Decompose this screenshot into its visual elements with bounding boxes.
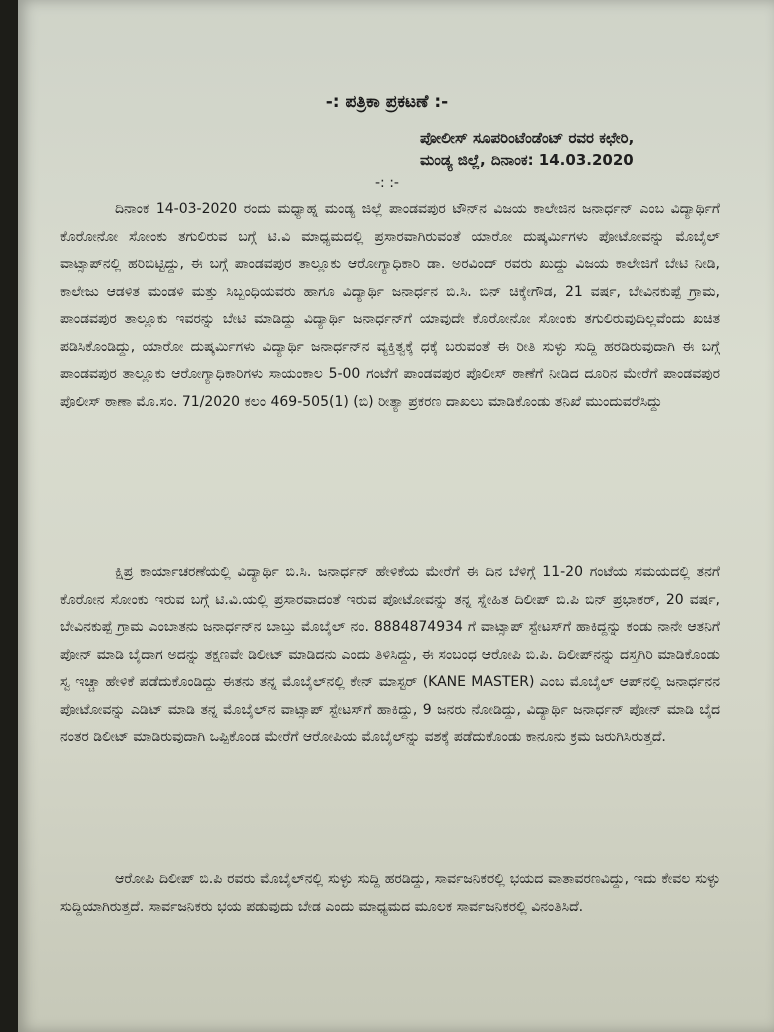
paragraph-1: ದಿನಾಂಕ 14-03-2020 ರಂದು ಮಧ್ಯಾಹ್ನ ಮಂಡ್ಯ ಜಿಲ್ಲೆ ಪಾಂಡವಪುರ ಟೌನ್‌ನ ವಿಜಯ ಕಾಲೇಜಿನ ಜನಾರ್ಧನ್ ಎಂಬ ವಿದ್ಯಾರ್ಥಿಗೆ ಕೊರೋನೋ ಸೋಂಕು ತಗುಲಿರುವ ಬಗ್ಗೆ ಟಿ.ವಿ ಮಾಧ್ಯಮದಲ್ಲಿ ಪ್ರಸಾರವಾಗಿರುವಂತೆ ಯಾರೋ ದುಷ್ಕರ್ಮಿಗಳು ಪೋಟೋವನ್ನು ಮೊಬೈಲ್ ವಾಟ್ಸಾಪ್‌ನಲ್ಲಿ ಹರಿಬಿಟ್ಟಿದ್ದು, ಈ ಬಗ್ಗೆ ಪಾಂಡವಪುರ ತಾಲ್ಲೂಕು ಆರೋಗ್ಯಾಧಿಕಾರಿ ಡಾ. ಅರವಿಂದ್ ರವರು ಖುದ್ದು ವಿಜಯ ಕಾಲೇಜಿಗೆ ಬೇಟಿ ನೀಡಿ, ಕಾಲೇಜು ಆಡಳಿತ ಮಂಡಳಿ ಮತ್ತು ಸಿಬ್ಬಂಧಿಯವರು ಹಾಗೂ ವಿದ್ಯಾರ್ಥಿ ಜನಾರ್ಧನ ಬಿ.ಸಿ. ಬಿನ್ ಚಿಕ್ಕೇಗೌಡ, 21 ವರ್ಷ, ಬೇವಿನಕುಪ್ಪೆ ಗ್ರಾಮ, ಪಾಂಡವಪುರ ತಾಲ್ಲೂಕು ಇವರನ್ನು ಬೇಟಿ ಮಾಡಿದ್ದು ವಿದ್ಯಾರ್ಥಿ ಜನಾರ್ಧನ್‌ಗೆ ಯಾವುದೇ ಕೊರೋನೋ ಸೋಂಕು ತಗುಲಿರುವುದಿಲ್ಲವೆಂದು ಖಚಿತ ಪಡಿಸಿಕೊಂಡಿದ್ದು, ಯಾರೋ ದುಷ್ಕರ್ಮಿಗಳು ವಿದ್ಯಾರ್ಥಿ ಜನಾರ್ಧನ್‌ನ ವ್ಯಕ್ತಿತ್ವಕ್ಕೆ ಧಕ್ಕೆ ಬರುವಂತೆ ಈ ರೀತಿ ಸುಳ್ಳು ಸುದ್ದಿ ಹರಡಿರುವುದಾಗಿ ಈ ಬಗ್ಗೆ ಪಾಂಡವಪುರ ತಾಲ್ಲೂಕು ಆರೋಗ್ಯಾಧಿಕಾರಿಗಳು ಸಾಯಂಕಾಲ 5-00 ಗಂಟೆಗೆ ಪಾಂಡವಪುರ ಪೊಲೀಸ್ ಠಾಣೆಗೆ ನೀಡಿದ ದೂರಿನ ಮೇರೆಗೆ ಪಾಂಡವಪುರ ಪೊಲೀಸ್ ಠಾಣಾ ಮೊ.ಸಂ. 71/2020 ಕಲಂ 469-505(1) (ಬಿ) ರೀತ್ಯಾ ಪ್ರಕರಣ ದಾಖಲು ಮಾಡಿಕೊಂಡು ತನಿಖೆ ಮುಂದುವರೆಸಿದ್ದು	[60, 201, 720, 410]
paragraph-2: ಕ್ಷಿಪ್ರ ಕಾರ್ಯಾಚರಣೆಯಲ್ಲಿ ವಿದ್ಯಾರ್ಥಿ ಬಿ.ಸಿ. ಜನಾರ್ಧನ್ ಹೇಳಿಕೆಯ ಮೇರೆಗೆ ಈ ದಿನ ಬೆಳಿಗ್ಗೆ 11-20 ಗಂಟೆಯ ಸಮಯದಲ್ಲಿ ತನಗೆ ಕೊರೋನ ಸೋಂಕು ಇರುವ ಬಗ್ಗೆ ಟಿ.ವಿ.ಯಲ್ಲಿ ಪ್ರಸಾರವಾದಂತೆ ಇರುವ ಪೋಟೋವನ್ನು ತನ್ನ ಸ್ನೇಹಿತ ದಿಲೀಪ್ ಬಿ.ಪಿ ಬಿನ್ ಪ್ರಭಾಕರ್, 20 ವರ್ಷ, ಬೇವಿನಕುಪ್ಪೆ ಗ್ರಾಮ ಎಂಬಾತನು ಜನಾರ್ಧನ್‌ನ ಬಾಬ್ತು ಮೊಬೈಲ್ ನಂ. 8884874934 ಗೆ ವಾಟ್ಸಾಪ್ ಸ್ಟೇಟಸ್‌ಗೆ ಹಾಕಿದ್ದನ್ನು ಕಂಡು ನಾನೇ ಆತನಿಗೆ ಪೋನ್ ಮಾಡಿ ಬೈದಾಗ ಅದನ್ನು ತಕ್ಷಣವೇ ಡಿಲೀಟ್ ಮಾಡಿದನು ಎಂದು ತಿಳಿಸಿದ್ದು, ಈ ಸಂಬಂಧ ಆರೋಪಿ ಬಿ.ಪಿ. ದಿಲೀಪ್‌ನನ್ನು ದಸ್ತಗಿರಿ ಮಾಡಿಕೊಂಡು ಸ್ವ ಇಚ್ಚಾ ಹೇಳಿಕೆ ಪಡೆದುಕೊಂಡಿದ್ದು ಈತನು ತನ್ನ ಮೊಬೈಲ್‌ನಲ್ಲಿ ಕೇನ್ ಮಾಸ್ಟರ್ (KANE MASTER) ಎಂಬ ಮೊಬೈಲ್ ಆಪ್‌ನಲ್ಲಿ ಜನಾರ್ಧನನ ಪೋಟೋವನ್ನು ಎಡಿಟ್ ಮಾಡಿ ತನ್ನ ಮೊಬೈಲ್‌ನ ವಾಟ್ಸಾಪ್ ಸ್ಟೇಟಸ್‌ಗೆ ಹಾಕಿದ್ದು, 9 ಜನರು ನೋಡಿದ್ದು, ವಿದ್ಯಾರ್ಥಿ ಜನಾರ್ಧನ್ ಪೋನ್ ಮಾಡಿ ಬೈದ ನಂತರ ಡಿಲೀಟ್ ಮಾಡಿರುವುದಾಗಿ ಒಪ್ಪಿಕೊಂಡ ಮೇರೆಗೆ ಆರೋಪಿಯ ಮೊಬೈಲ್‌ನ್ನು ವಶಕ್ಕೆ ಪಡೆದುಕೊಂಡು ಕಾನೂನು ಕ್ರಮ ಜರುಗಿಸಿರುತ್ತದೆ.	[60, 564, 720, 745]
press-release-title: -: ಪತ್ರಿಕಾ ಪ್ರಕಟಣೆ :-	[325, 92, 449, 112]
separator: -: :-	[375, 175, 399, 191]
paragraph-3: ಆರೋಪಿ ದಿಲೀಪ್ ಬಿ.ಪಿ ರವರು ಮೊಬೈಲ್‌ನಲ್ಲಿ ಸುಳ್ಳು ಸುದ್ದಿ ಹರಡಿದ್ದು, ಸಾರ್ವಜನಿಕರಲ್ಲಿ ಭಯದ ವಾತಾವರಣವಿದ್ದು, ಇದು ಕೇವಲ ಸುಳ್ಳು ಸುದ್ದಿಯಾಗಿರುತ್ತದೆ. ಸಾರ್ವಜನಿಕರು ಭಯ ಪಡುವುದು ಬೇಡ ಎಂದು ಮಾಧ್ಯಮದ ಮೂಲಕ ಸಾರ್ವಜನಿಕರಲ್ಲಿ ವಿನಂತಿಸಿದೆ.	[60, 871, 720, 915]
office-line-1: ಪೋಲೀಸ್ ಸೂಪರಿಂಟೆಂಡೆಂಟ್ ರವರ ಕಛೇರಿ,	[420, 129, 635, 147]
office-address	[420, 127, 634, 171]
office-line-2: ಮಂಡ್ಯ ಜಿಲ್ಲೆ, ದಿನಾಂಕ: 14.03.2020	[420, 151, 634, 169]
